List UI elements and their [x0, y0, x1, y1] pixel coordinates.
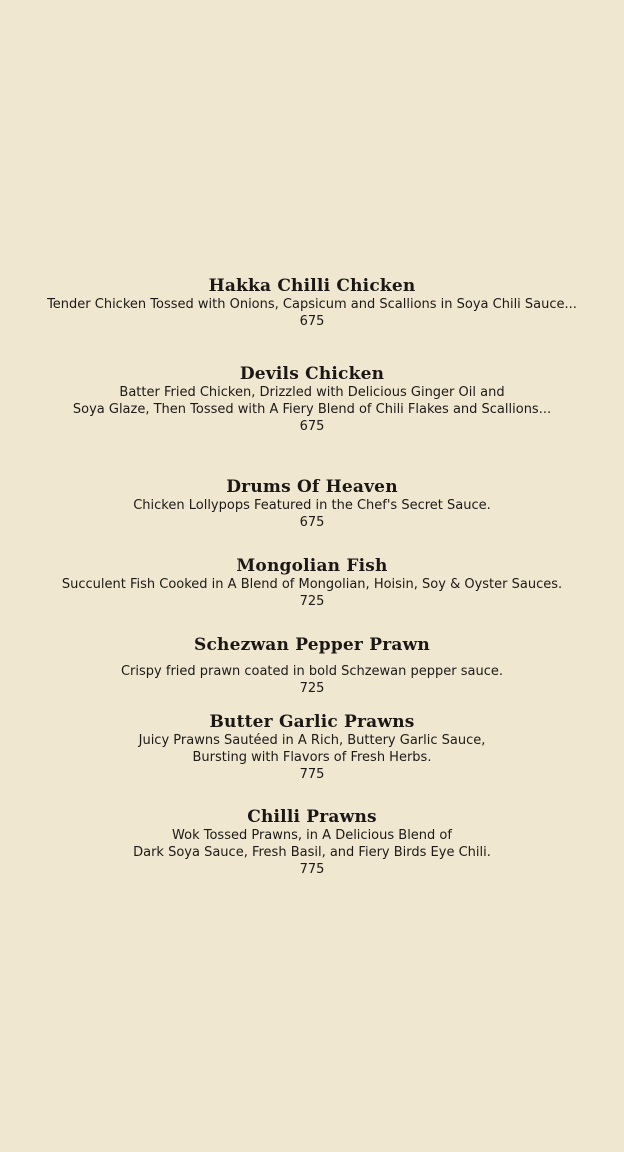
dish-price: 675 — [299, 515, 325, 530]
menu-item — [0, 807, 624, 878]
dish-price: 725 — [299, 681, 325, 696]
dish-name: Devils Chicken — [239, 364, 385, 384]
dish-price: 675 — [299, 419, 325, 434]
dish-description: Tender Chicken Tossed with Onions, Capsicum and Scallions in Soya Chili Sauce... — [47, 297, 577, 312]
menu-item — [0, 635, 624, 697]
dish-description: Chicken Lollypops Featured in the Chef's Secret Sauce. — [133, 498, 491, 513]
dish-description: Juicy Prawns Sautéed in A Rich, Buttery Garlic Sauce, — [138, 733, 486, 748]
dish-price: 725 — [299, 594, 325, 609]
dish-description: Succulent Fish Cooked in A Blend of Mongolian, Hoisin, Soy & Oyster Sauces. — [61, 577, 563, 592]
dish-description: Crispy fried prawn coated in bold Schzewan pepper sauce. — [120, 664, 503, 679]
menu-item — [0, 276, 624, 330]
dish-price: 675 — [299, 314, 325, 329]
dish-name: Drums Of Heaven — [226, 477, 398, 497]
menu-item — [0, 556, 624, 610]
menu-item — [0, 477, 624, 531]
dish-description: Dark Soya Sauce, Fresh Basil, and Fiery Birds Eye Chili. — [133, 845, 491, 860]
dish-price: 775 — [299, 767, 325, 782]
dish-name: Butter Garlic Prawns — [209, 712, 415, 732]
dish-price: 775 — [299, 862, 325, 877]
dish-description: Bursting with Flavors of Fresh Herbs. — [192, 750, 432, 765]
dish-description: Wok Tossed Prawns, in A Delicious Blend of — [172, 828, 452, 843]
dish-description: Soya Glaze, Then Tossed with A Fiery Blend of Chili Flakes and Scallions... — [72, 402, 552, 417]
menu-item — [0, 364, 624, 435]
dish-name: Mongolian Fish — [236, 556, 388, 576]
dish-name: Chilli Prawns — [247, 807, 377, 827]
dish-name: Hakka Chilli Chicken — [208, 276, 416, 296]
menu-item — [0, 712, 624, 783]
dish-description: Batter Fried Chicken, Drizzled with Delicious Ginger Oil and — [119, 385, 505, 400]
dish-name: Schezwan Pepper Prawn — [194, 635, 430, 655]
